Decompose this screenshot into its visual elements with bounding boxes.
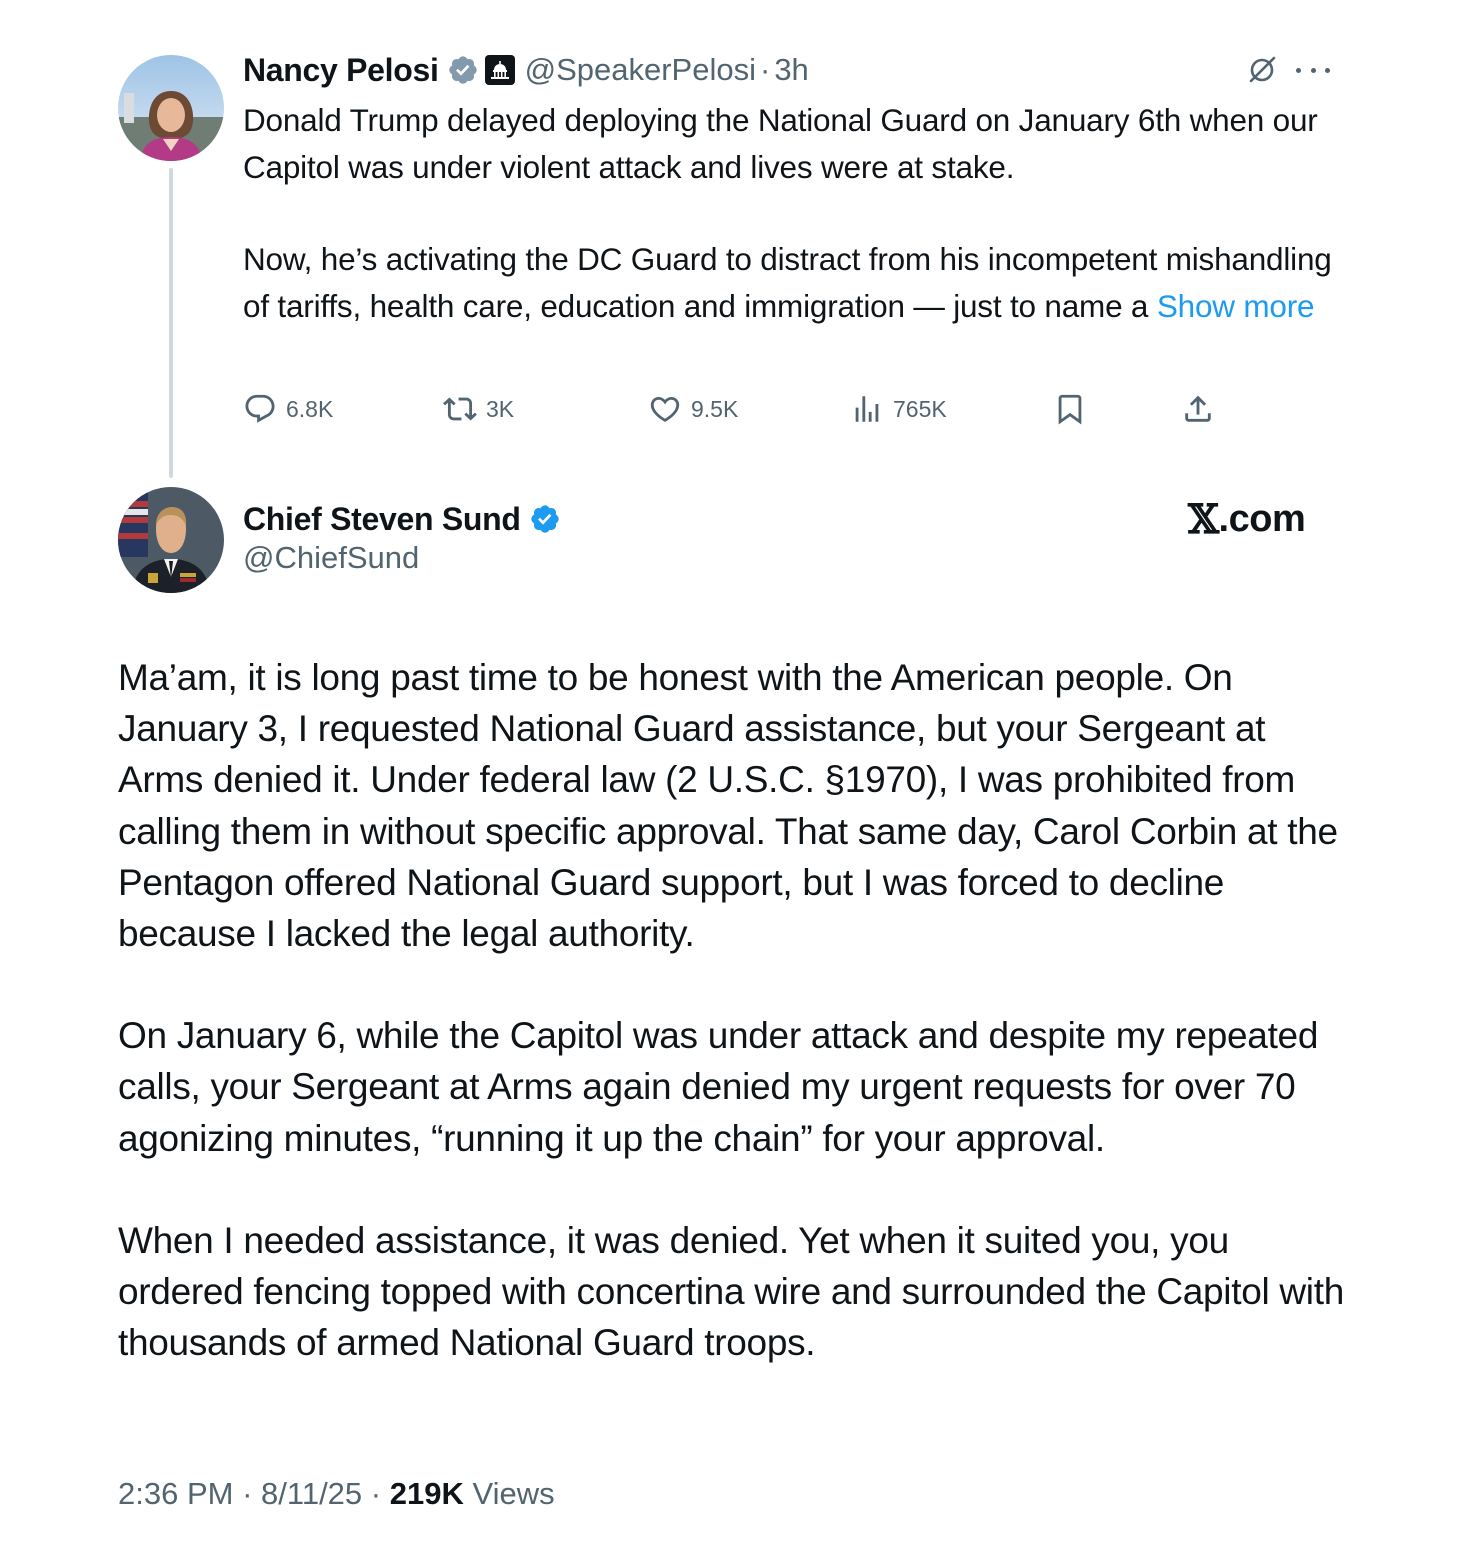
grok-icon[interactable]: [1246, 54, 1278, 86]
tweet-timestamp[interactable]: 3h: [774, 52, 809, 87]
government-affiliation-badge-icon[interactable]: [485, 55, 515, 85]
parent-tweet-paragraph: Donald Trump delayed deploying the National Guard on January 6th when our Capitol was under violent attack and lives were at stake.: [243, 102, 1318, 185]
more-options-icon[interactable]: [1296, 56, 1330, 84]
avatar-sund-image: [118, 487, 224, 593]
meta-separator: ·: [242, 1476, 253, 1511]
reply-icon: [243, 392, 277, 426]
author-name[interactable]: Nancy Pelosi: [243, 51, 439, 88]
views-label: Views: [472, 1476, 555, 1511]
repost-icon: [443, 392, 477, 426]
heart-icon: [648, 392, 682, 426]
capitol-icon: [489, 59, 511, 81]
avatar-pelosi[interactable]: [118, 55, 224, 161]
bookmark-button[interactable]: [1053, 388, 1087, 430]
tweet-time[interactable]: 2:36 PM: [118, 1476, 234, 1511]
main-tweet-paragraph: Ma’am, it is long past time to be honest with the American people. On January 3, I requested National Guard assistance, but your Sergeant at Arms denied it. Under federal law (2 U.S.C. §1970), I was prohibited from calling them in without specific approval. That same day, Carol Corbin at the Pentagon offered National Guard support, but I was forced to decline because I lacked the legal authority.: [118, 657, 1338, 955]
bookmark-icon: [1053, 392, 1087, 426]
reply-count: 6.8K: [286, 395, 334, 422]
avatar-pelosi-image: [118, 55, 224, 161]
parent-tweet-header: [243, 48, 809, 92]
share-button[interactable]: [1181, 388, 1215, 430]
repost-count: 3K: [486, 395, 515, 422]
author-name[interactable]: Chief Steven Sund: [243, 500, 521, 537]
parent-tweet-paragraph: [243, 236, 1353, 329]
verified-blue-badge-icon[interactable]: [529, 503, 561, 535]
reply-button[interactable]: [243, 388, 333, 430]
main-tweet-text: [118, 652, 1358, 1368]
parent-tweet-paragraph-text: Now, he’s activating the DC Guard to distract from his incompetent mishandling of tariffs, health care, education and immigration — just to name a: [243, 241, 1332, 324]
watermark-domain: .com: [1218, 498, 1306, 540]
show-more-link[interactable]: Show more: [1156, 287, 1315, 324]
tweet-date[interactable]: 8/11/25: [261, 1476, 363, 1511]
meta-separator: ·: [370, 1476, 382, 1511]
views-count: 765K: [893, 395, 947, 422]
main-tweet-paragraph: When I needed assistance, it was denied. Yet when it suited you, you ordered fencing topped with concertina wire and surrounded the Capitol with thousands of armed National Guard troops.: [118, 1219, 1344, 1364]
header-separator: ·: [759, 52, 771, 87]
x-logo-icon: 𝕏: [1188, 496, 1219, 543]
repost-button[interactable]: [443, 388, 514, 430]
author-handle[interactable]: @ChiefSund: [243, 540, 420, 575]
verified-gray-badge-icon[interactable]: [447, 54, 479, 86]
analytics-icon: [850, 392, 884, 426]
tweet-metadata: [118, 1476, 555, 1512]
like-button[interactable]: [648, 388, 738, 430]
like-count: 9.5K: [691, 395, 739, 422]
parent-tweet-text: [243, 97, 1353, 329]
share-icon: [1181, 392, 1215, 426]
main-tweet-paragraph: On January 6, while the Capitol was under attack and despite my repeated calls, your Sergeant at Arms again denied my urgent requests for over 70 agonizing minutes, “running it up the chain” for your approval.: [118, 1015, 1319, 1159]
x-com-watermark: [1188, 496, 1305, 543]
parent-tweet-action-bar: [243, 388, 1243, 430]
author-handle[interactable]: @SpeakerPelosi: [524, 52, 756, 87]
main-tweet-name-row: [243, 497, 561, 541]
thread-connector-line: [169, 168, 173, 478]
avatar-sund[interactable]: [118, 487, 224, 593]
views-button[interactable]: [850, 388, 947, 430]
views-total: 219K: [389, 1476, 464, 1511]
